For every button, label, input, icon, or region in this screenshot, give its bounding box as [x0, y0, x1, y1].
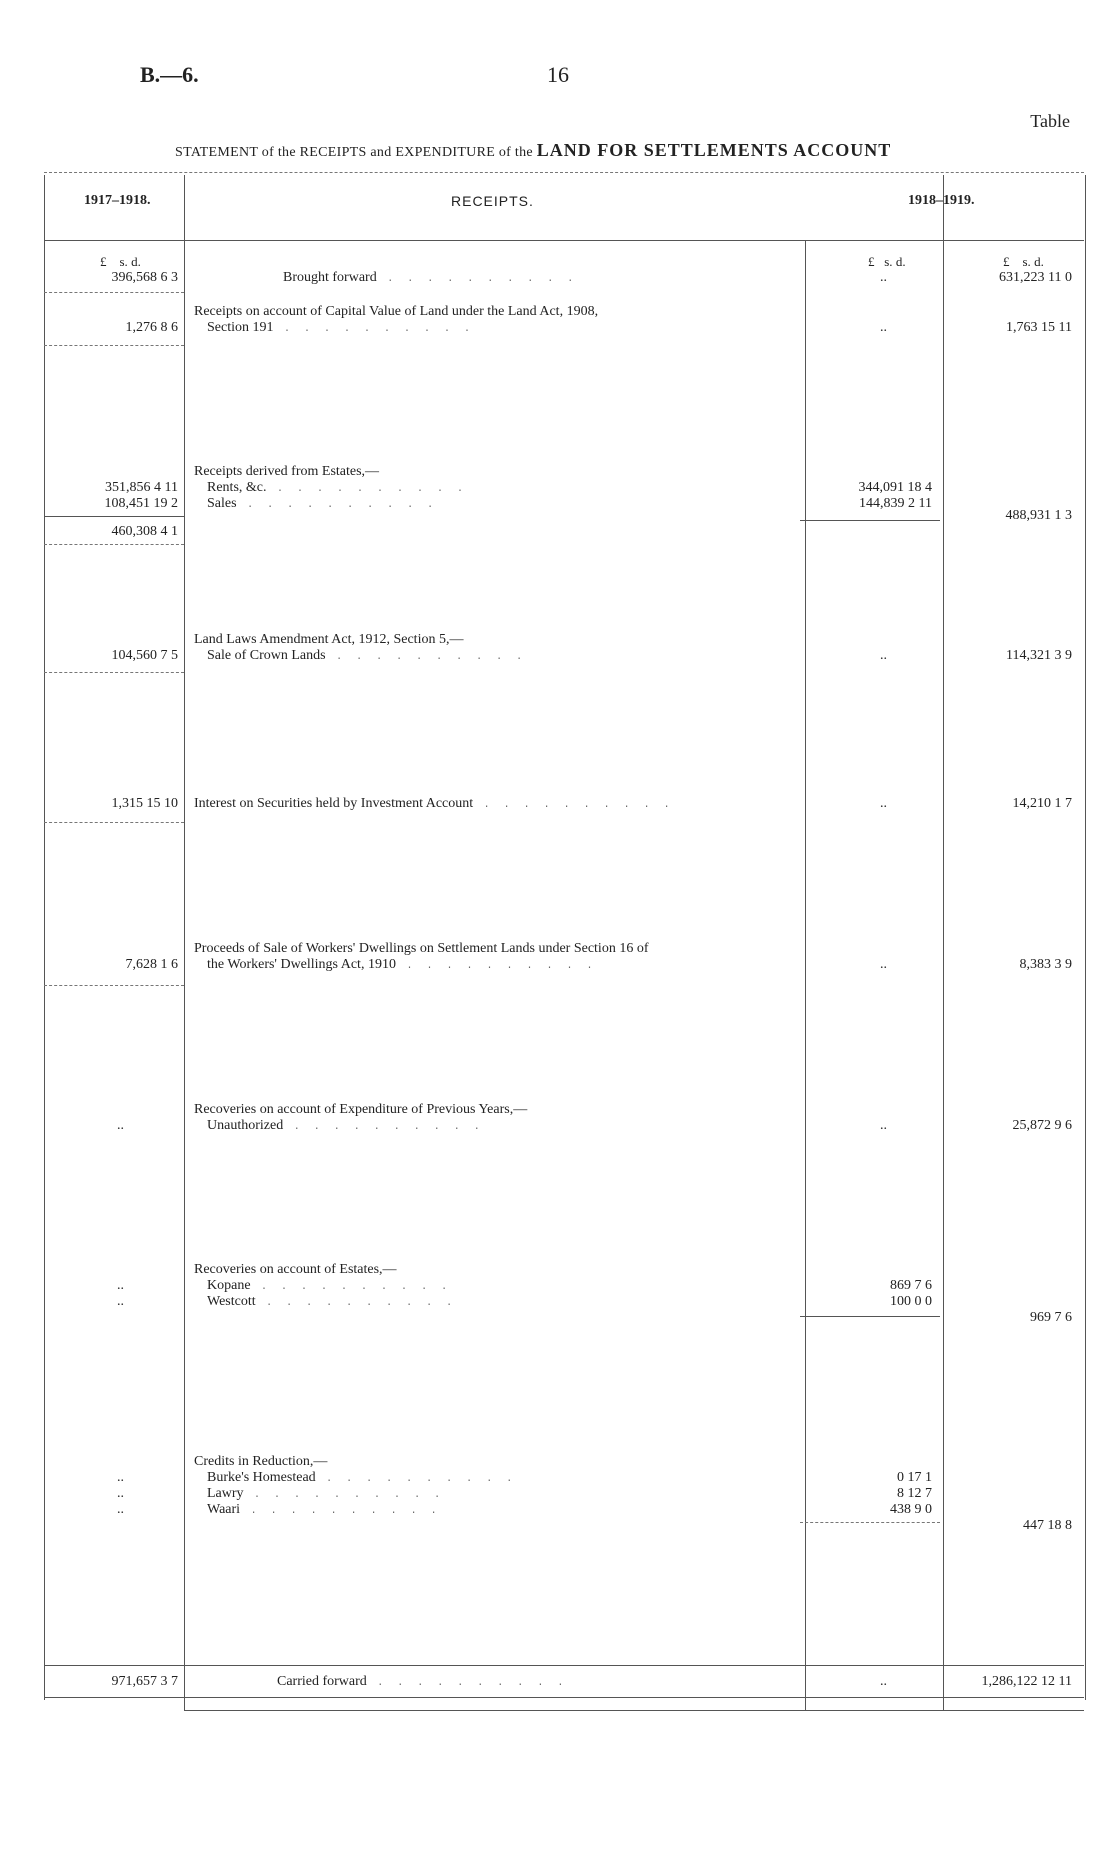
- carried-forward-mid: ..: [880, 1674, 887, 1689]
- workers-line2: the Workers' Dwellings Act, 1910 . . . . . . . . . .: [207, 957, 597, 972]
- recoveries-prev-prev: ..: [117, 1118, 124, 1133]
- land-laws-heading: Land Laws Amendment Act, 1912, Section 5,—: [194, 632, 464, 647]
- recoveries-prev-mid: ..: [880, 1118, 887, 1133]
- kopane-prev: ..: [117, 1278, 124, 1293]
- interest-prev: 1,315 15 10: [111, 796, 178, 811]
- carried-forward-label: Carried forward . . . . . . . . . .: [277, 1674, 568, 1689]
- column-header-1918-1919: 1918–1919.: [908, 193, 975, 208]
- capital-value-prev: 1,276 8 6: [125, 320, 178, 335]
- westcott-mid: 100 0 0: [890, 1294, 932, 1309]
- recoveries-estates-heading: Recoveries on account of Estates,—: [194, 1262, 397, 1277]
- lawry-mid: 8 12 7: [897, 1486, 932, 1501]
- land-laws-cur: 114,321 3 9: [1006, 648, 1072, 663]
- mid-currency-units: £ s. d.: [868, 254, 906, 269]
- recoveries-prev-item: Unauthorized . . . . . . . . . .: [207, 1118, 484, 1133]
- workers-line1: Proceeds of Sale of Workers' Dwellings on Settlement Lands under Section 16 of: [194, 941, 649, 956]
- burkes-prev: ..: [117, 1470, 124, 1485]
- workers-prev: 7,628 1 6: [125, 957, 178, 972]
- interest-cur: 14,210 1 7: [1012, 796, 1072, 811]
- estates-rents-prev: 351,856 4 11: [105, 480, 178, 495]
- land-laws-mid: ..: [880, 648, 887, 663]
- interest-label: Interest on Securities held by Investment Account . . . . . . . . . .: [194, 796, 674, 811]
- recoveries-item-kopane: Kopane . . . . . . . . . .: [207, 1278, 452, 1293]
- column-header-1917-1918: 1917–1918.: [84, 193, 151, 208]
- statement-title: [175, 140, 891, 161]
- brought-forward-label: Brought forward . . . . . . . . . .: [283, 270, 578, 285]
- column-header-receipts: RECEIPTS.: [451, 193, 534, 209]
- brought-forward-cur: 631,223 11 0: [999, 270, 1072, 285]
- estates-item-sales: Sales . . . . . . . . . .: [207, 496, 438, 511]
- brought-forward-prev: 396,568 6 3: [111, 270, 178, 285]
- estates-sales-prev: 108,451 19 2: [104, 496, 178, 511]
- cur-currency-units: £ s. d.: [1003, 254, 1044, 269]
- carried-forward-cur: 1,286,122 12 11: [981, 1674, 1072, 1689]
- title-prefix: STATEMENT of the RECEIPTS and EXPENDITURE of the: [175, 145, 533, 160]
- credits-item-lawry: Lawry . . . . . . . . . .: [207, 1486, 445, 1501]
- land-laws-prev: 104,560 7 5: [111, 648, 178, 663]
- estates-rents-mid: 344,091 18 4: [858, 480, 932, 495]
- recoveries-prev-cur: 25,872 9 6: [1012, 1118, 1072, 1133]
- estates-item-rents: Rents, &c. . . . . . . . . . .: [207, 480, 468, 495]
- recoveries-prev-heading: Recoveries on account of Expenditure of Previous Years,—: [194, 1102, 528, 1117]
- document-reference: B.—6.: [140, 62, 199, 87]
- burkes-mid: 0 17 1: [897, 1470, 932, 1485]
- capital-value-line1: Receipts on account of Capital Value of Land under the Land Act, 1908,: [194, 304, 599, 319]
- credits-cur: 447 18 8: [1023, 1518, 1072, 1533]
- credits-item-waari: Waari . . . . . . . . . .: [207, 1502, 441, 1517]
- credits-heading: Credits in Reduction,—: [194, 1454, 328, 1469]
- capital-value-line2: Section 191 . . . . . . . . . .: [207, 320, 475, 335]
- westcott-prev: ..: [117, 1294, 124, 1309]
- estates-cur: 488,931 1 3: [1005, 508, 1072, 523]
- estates-heading: Receipts derived from Estates,—: [194, 464, 380, 479]
- prev-currency-units: £ s. d.: [100, 254, 141, 269]
- carried-forward-prev: 971,657 3 7: [111, 1674, 178, 1689]
- waari-prev: ..: [117, 1502, 124, 1517]
- workers-mid: ..: [880, 957, 887, 972]
- waari-mid: 438 9 0: [890, 1502, 932, 1517]
- table-label: Table: [1030, 111, 1070, 131]
- capital-value-mid: ..: [880, 320, 887, 335]
- estates-sales-mid: 144,839 2 11: [859, 496, 932, 511]
- kopane-mid: 869 7 6: [890, 1278, 932, 1293]
- recoveries-estates-cur: 969 7 6: [1030, 1310, 1072, 1325]
- title-main: LAND FOR SETTLEMENTS ACCOUNT: [536, 140, 892, 160]
- credits-item-burkes-homestead: Burke's Homestead . . . . . . . . . .: [207, 1470, 517, 1485]
- workers-cur: 8,383 3 9: [1019, 957, 1072, 972]
- lawry-prev: ..: [117, 1486, 124, 1501]
- recoveries-item-westcott: Westcott . . . . . . . . . .: [207, 1294, 457, 1309]
- estates-prev-total: 460,308 4 1: [111, 524, 178, 539]
- land-laws-item: Sale of Crown Lands . . . . . . . . . .: [207, 648, 527, 663]
- interest-mid: ..: [880, 796, 887, 811]
- capital-value-cur: 1,763 15 11: [1006, 320, 1072, 335]
- brought-forward-mid: ..: [880, 270, 887, 285]
- page-number: 16: [547, 62, 569, 87]
